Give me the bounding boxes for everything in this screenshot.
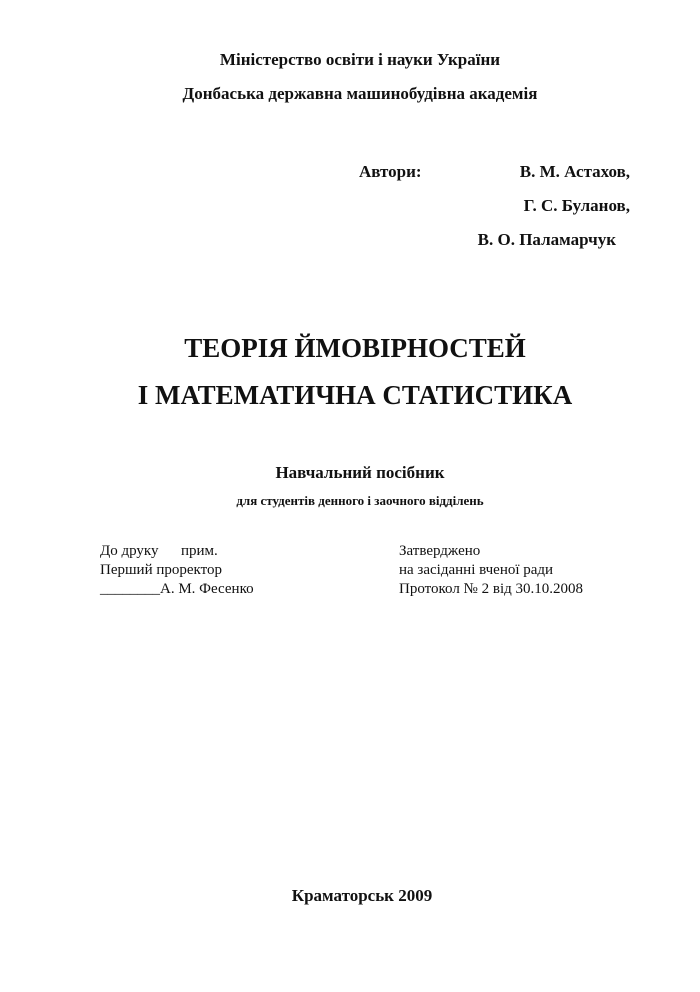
city-year: Краматорськ 2009: [291, 886, 433, 905]
authors-label: Автори:: [359, 162, 422, 181]
author-name: В. О. Паламарчук: [477, 230, 616, 249]
author-name: Г. С. Буланов,: [523, 196, 630, 215]
book-title-line-1: ТЕОРІЯ ЙМОВІРНОСТЕЙ: [184, 333, 526, 363]
publication-type: Навчальний посібник: [275, 463, 445, 482]
print-approval-signature: ________А. М. Фесенко: [100, 581, 254, 597]
council-protocol-line: Протокол № 2 від 30.10.2008: [399, 581, 583, 597]
academy-name: Донбаська державна машинобудівна академія: [182, 84, 538, 103]
target-audience: для студентів денного і заочного відділень: [236, 493, 484, 508]
print-approval-block: [100, 542, 254, 599]
council-approval-line: на засіданні вченої ради: [399, 562, 554, 578]
book-title-line-2: І МАТЕМАТИЧНА СТАТИСТИКА: [137, 380, 573, 410]
council-approval-block: [399, 542, 583, 599]
ministry-name: Міністерство освіти і науки України: [219, 50, 501, 69]
print-approval-line: Перший проректор: [100, 562, 222, 578]
council-approval-line: Затверджено: [399, 543, 481, 559]
author-name: В. М. Астахов,: [519, 162, 630, 181]
print-approval-line: До друку прим.: [100, 543, 218, 559]
